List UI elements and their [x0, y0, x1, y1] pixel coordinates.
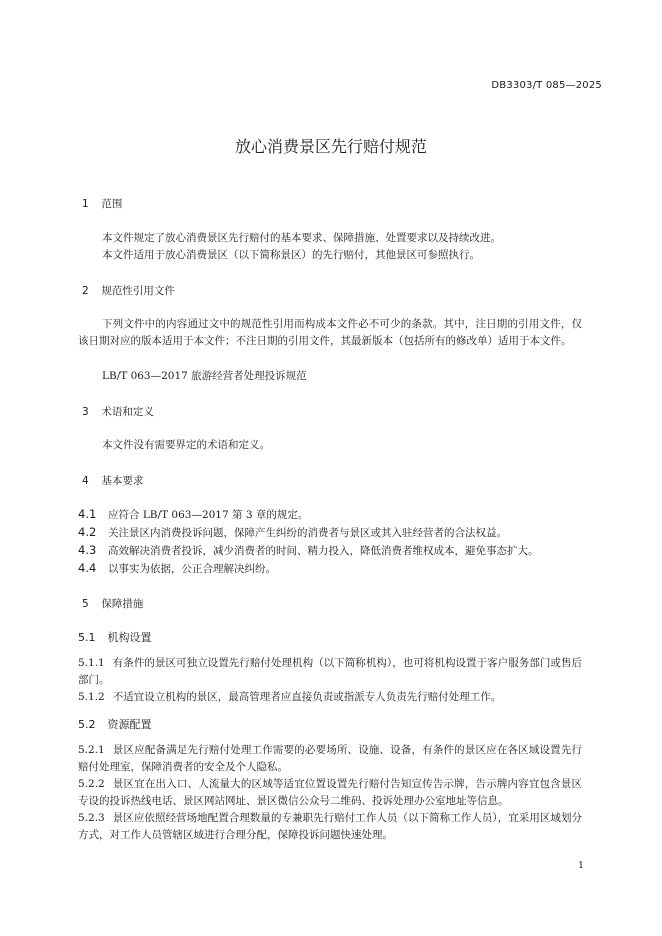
section-3-heading: [82, 404, 154, 419]
section-5-heading: [82, 596, 143, 611]
requirement-4-3-text: 高效解决消费者投诉，减少消费者的时间、精力投入，降低消费者维权成本，避免事态扩大。: [108, 545, 539, 557]
clause-5-2-2: [78, 776, 582, 810]
subsection-5-2-heading: [78, 716, 152, 732]
clause-5-1-2-text: 不适宜设立机构的景区，最高管理者应直接负责或指派专人负责先行赔付处理工作。: [112, 691, 502, 703]
subsection-5-1-heading: [78, 629, 152, 645]
clause-5-2-3-text: 景区应依照经营场地配置合理数量的专兼职先行赔付工作人员（以下简称工作人员），宜采用区域划分方式，对工作人员管辖区域进行合理分配，保障投诉问题快速处理。: [78, 812, 582, 841]
section-3-number: 3: [82, 406, 89, 418]
requirement-4-1-number: 4.1: [78, 507, 97, 521]
clause-5-1-1: [78, 655, 582, 689]
clause-5-2-1-number: 5.2.1: [78, 744, 105, 756]
page-number: 1: [577, 860, 584, 871]
section-4-title: 基本要求: [101, 475, 144, 487]
clause-5-2-2-text: 景区宜在出入口、人流量大的区域等适宜位置设置先行赔付告知宣传告示牌，告示牌内容宜包含景区专设的投诉热线电话、景区网站网址、景区微信公众号二维码、投诉处理办公室地址等信息。: [78, 778, 582, 807]
subsection-5-2-title: 资源配置: [107, 718, 152, 731]
subsection-5-1-number: 5.1: [78, 631, 96, 644]
section-3-title: 术语和定义: [101, 406, 154, 418]
document-code: DB3303/T 085—2025: [491, 80, 602, 91]
requirement-4-2: [78, 524, 582, 542]
clause-5-1-2: [78, 689, 582, 706]
requirement-4-4-text: 以事实为依据，公正合理解决纠纷。: [108, 563, 276, 575]
section-5-title: 保障措施: [101, 598, 144, 610]
clause-5-2-1: [78, 742, 582, 776]
subsection-5-1-title: 机构设置: [107, 631, 152, 644]
subsection-5-2-number: 5.2: [78, 718, 96, 731]
section-1-heading: [82, 196, 122, 211]
clause-5-1-1-number: 5.1.1: [78, 657, 105, 669]
section-2-reference: LB/T 063—2017 旅游经营者处理投诉规范: [102, 370, 307, 382]
requirement-4-2-text: 关注景区内消费投诉问题，保障产生纠纷的消费者与景区或其入驻经营者的合法权益。: [108, 527, 507, 539]
requirement-4-1: [78, 506, 582, 524]
clause-5-1-1-text: 有条件的景区可独立设置先行赔付处理机构（以下简称机构），也可将机构设置于客户服务部门或售后部门。: [78, 657, 582, 686]
clause-5-2-2-number: 5.2.2: [78, 778, 105, 790]
section-4-heading: [82, 473, 143, 488]
section-4-number: 4: [82, 475, 89, 487]
requirement-4-2-number: 4.2: [78, 525, 97, 539]
section-5-number: 5: [82, 598, 89, 610]
section-1-paragraph-1: 本文件规定了放心消费景区先行赔付的基本要求、保障措施、处置要求以及持续改进。: [102, 232, 501, 244]
clause-5-2-3: [78, 810, 582, 844]
requirement-4-1-text: 应符合 LB/T 063—2017 第 3 章的规定。: [108, 509, 309, 521]
section-2-number: 2: [82, 285, 89, 297]
section-1-title: 范围: [101, 198, 123, 210]
section-2-title: 规范性引用文件: [101, 285, 175, 297]
section-2-paragraph-1: 下列文件中的内容通过文中的规范性引用而构成本文件必不可少的条款。其中，注日期的引用文件，仅该日期对应的版本适用于本文件；不注日期的引用文件，其最新版本（包括所有的修改单）适用于本文件。: [78, 318, 582, 347]
section-1-number: 1: [82, 198, 89, 210]
clause-5-2-1-text: 景区应配备满足先行赔付处理工作需要的必要场所、设施、设备，有条件的景区应在各区域设置先行赔付处理室，保障消费者的安全及个人隐私。: [78, 744, 582, 773]
clause-5-2-3-number: 5.2.3: [78, 812, 105, 824]
section-1-paragraph-2: 本文件适用于放心消费景区（以下简称景区）的先行赔付，其他景区可参照执行。: [102, 249, 480, 261]
requirement-4-3: [78, 542, 582, 560]
section-3-paragraph-1: 本文件没有需要界定的术语和定义。: [102, 439, 270, 451]
clause-5-1-2-number: 5.1.2: [78, 691, 105, 703]
requirement-4-3-number: 4.3: [78, 543, 97, 557]
section-2-heading: [82, 283, 175, 298]
requirement-4-4-number: 4.4: [78, 561, 97, 575]
requirement-4-4: [78, 560, 582, 578]
document-title: 放心消费景区先行赔付规范: [234, 137, 427, 156]
